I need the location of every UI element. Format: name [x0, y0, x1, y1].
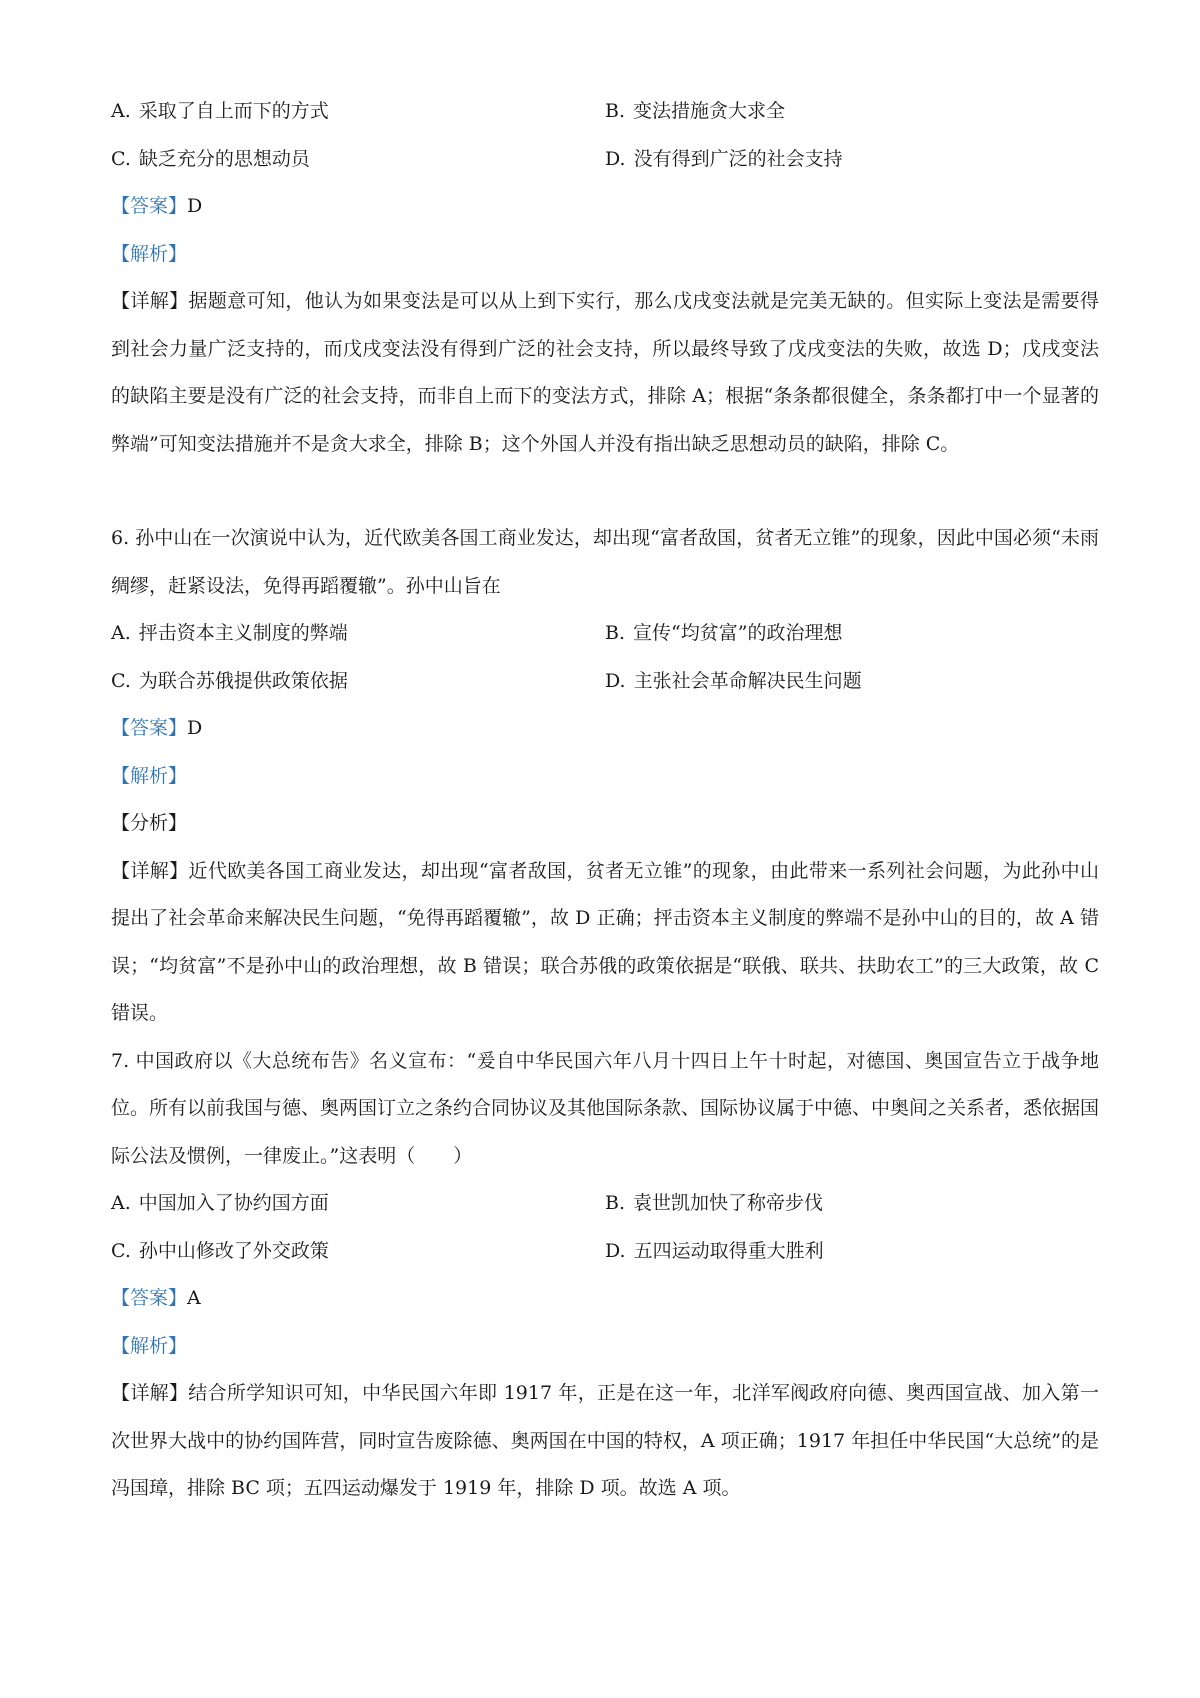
q6-answer-label: 【答案】	[111, 717, 188, 739]
q5-option-c[interactable]: C. 缺乏充分的思想动员	[111, 147, 310, 170]
q5-analysis-label: 【解析】	[111, 242, 188, 265]
q5-options-row-2	[111, 136, 1099, 184]
q5-detail	[111, 278, 1099, 468]
q6-options-row-2	[111, 658, 1099, 706]
q6-option-b[interactable]: B. 宣传“均贫富”的政治理想	[605, 622, 843, 644]
q5-option-a[interactable]: A. 采取了自上而下的方式	[111, 100, 329, 122]
spacer	[111, 468, 1099, 515]
q5-answer-value: D	[187, 195, 203, 217]
q6-detail-text: 近代欧美各国工商业发达，却出现“富者敌国，贫者无立锥”的现象，由此带来一系列社会问题，为此孙中山提出了社会革命来解决民生问题，“免得再蹈覆辙”，故 D 正确；抨击资本主义制度的弊端不是孙中山的目的，故 A 错误；“均贫富”不是孙中山的政治理想，故 B 错误；联合苏俄的政策依据是“联俄、联共、扶助农工”的三大政策，故 C 错误。	[111, 859, 1099, 1024]
q7-answer	[111, 1275, 1099, 1323]
q7-detail-label: 【详解】	[111, 1382, 189, 1404]
q7-detail-text: 结合所学知识可知，中华民国六年即 1917 年，正是在这一年，北洋军阀政府向德、奥西国宣战、加入第一次世界大战中的协约国阵营，同时宣告废除德、奥两国在中国的特权，A 项正确；1917 年担任中华民国“大总统”的是冯国璋，排除 BC 项；五四运动爆发于 1919 年，排除 D 项。故选 A 项。	[111, 1382, 1099, 1499]
q5-detail-label: 【详解】	[111, 290, 189, 312]
q7-analysis-label: 【解析】	[111, 1334, 188, 1357]
q5-answer-label: 【答案】	[111, 195, 188, 217]
q5-detail-text: 据题意可知，他认为如果变法是可以从上到下实行，那么戊戌变法就是完美无缺的。但实际上变法是需要得到社会力量广泛支持的，而戊戌变法没有得到广泛的社会支持，所以最终导致了戊戌变法的失败，故选 D；戊戌变法的缺陷主要是没有广泛的社会支持，而非自上而下的变法方式，排除 A；根据“条条都很健全，条条都打中一个显著的弊端”可知变法措施并不是贪大求全，排除 B；这个外国人并没有指出缺乏思想动员的缺陷，排除 C。	[111, 290, 1099, 455]
q7-answer-label: 【答案】	[111, 1287, 188, 1309]
q6-question: 6. 孙中山在一次演说中认为，近代欧美各国工商业发达，却出现“富者敌国，贫者无立锥”的现象，因此中国必须“未雨绸缪，赶紧设法，免得再蹈覆辙”。孙中山旨在	[111, 527, 1099, 597]
q5-option-b[interactable]: B. 变法措施贪大求全	[605, 100, 786, 122]
q7-detail	[111, 1370, 1099, 1513]
q6-options-row-1	[111, 610, 1099, 658]
q6-detail-label: 【详解】	[111, 859, 189, 882]
q6-analysis-label: 【解析】	[111, 764, 188, 787]
q6-option-c[interactable]: C. 为联合苏俄提供政策依据	[111, 669, 348, 692]
q5-answer	[111, 183, 1099, 231]
q6-option-a[interactable]: A. 抨击资本主义制度的弊端	[111, 622, 348, 644]
q6-detail	[111, 848, 1099, 1038]
q7-answer-value: A	[187, 1287, 201, 1309]
q7-option-d[interactable]: D. 五四运动取得重大胜利	[605, 1239, 824, 1262]
q6-fenxi-label: 【分析】	[111, 812, 188, 834]
q6-answer	[111, 705, 1099, 753]
q6-option-d[interactable]: D. 主张社会革命解决民生问题	[605, 669, 862, 692]
q5-options-row-1	[111, 88, 1099, 136]
q5-option-d[interactable]: D. 没有得到广泛的社会支持	[605, 147, 843, 170]
q7-options-row-1	[111, 1180, 1099, 1228]
document-page	[111, 88, 1099, 1513]
q7-option-c[interactable]: C. 孙中山修改了外交政策	[111, 1239, 329, 1262]
q7-option-b[interactable]: B. 袁世凯加快了称帝步伐	[605, 1192, 824, 1214]
q6-answer-value: D	[187, 717, 203, 739]
q7-question: 7. 中国政府以《大总统布告》名义宣布：“爰自中华民国六年八月十四日上午十时起，对德国、奥国宣告立于战争地位。所有以前我国与德、奥两国订立之条约合同协议及其他国际条款、国际协议属于中德、中奥间之关系者，悉依据国际公法及惯例，一律废止。”这表明（ ）	[111, 1049, 1100, 1167]
q7-option-a[interactable]: A. 中国加入了协约国方面	[111, 1192, 329, 1214]
q7-options-row-2	[111, 1228, 1099, 1276]
